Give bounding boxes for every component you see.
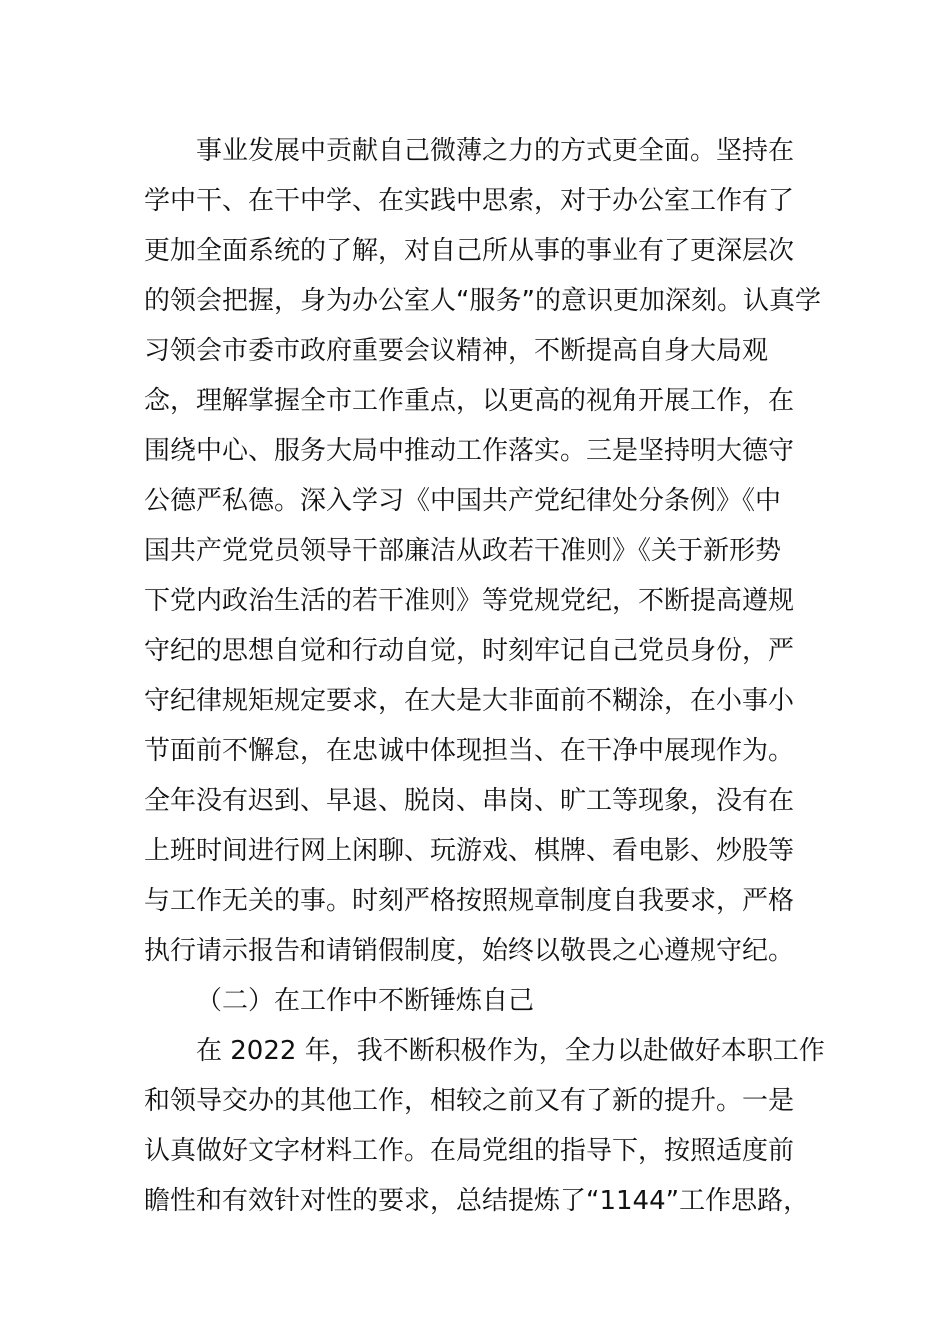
text-line: 下党内政治生活的若干准则》等党规党纪，不断提高遵规 [144,586,795,616]
text-line: 事业发展中贡献自己微薄之力的方式更全面。坚持在 [196,136,795,166]
text-line: 全年没有迟到、早退、脱岗、串岗、旷工等现象，没有在 [144,786,795,816]
text-line: 学中干、在干中学、在实践中思索，对于办公室工作有了 [144,186,795,216]
text-line: 执行请示报告和请销假制度，始终以敬畏之心遵规守纪。 [144,936,795,966]
text-line: 公德严私德。深入学习《中国共产党纪律处分条例》《中 [144,486,782,516]
text-line: 念，理解掌握全市工作重点，以更高的视角开展工作，在 [144,386,795,416]
document-body [144,126,825,1226]
text-line: 节面前不懈怠，在忠诚中体现担当、在干净中展现作为。 [144,736,795,766]
text-line: 与工作无关的事。时刻严格按照规章制度自我要求，严格 [144,886,795,916]
text-line: 习领会市委市政府重要会议精神，不断提高自身大局观 [144,336,769,366]
text-line: 守纪的思想自觉和行动自觉，时刻牢记自己党员身份，严 [144,636,795,666]
text-line: 认真做好文字材料工作。在局党组的指导下，按照适度前 [144,1136,795,1166]
text-line: 国共产党党员领导干部廉洁从政若干准则》《关于新形势 [144,536,782,566]
text-line: 上班时间进行网上闲聊、玩游戏、棋牌、看电影、炒股等 [144,836,795,866]
text-line: 的领会把握，身为办公室人“服务”的意识更加深刻。认真学 [144,286,821,316]
text-line: 围绕中心、服务大局中推动工作落实。三是坚持明大德守 [144,436,795,466]
text-line: 和领导交办的其他工作，相较之前又有了新的提升。一是 [144,1086,795,1116]
text-line: 守纪律规矩规定要求，在大是大非面前不糊涂，在小事小 [144,686,795,716]
text-line: 瞻性和有效针对性的要求，总结提炼了“1144”工作思路， [144,1186,810,1216]
text-line: 在 2022 年，我不断积极作为，全力以赴做好本职工作 [196,1036,825,1066]
section-heading: （二）在工作中不断锤炼自己 [196,986,535,1016]
text-line: 更加全面系统的了解，对自己所从事的事业有了更深层次 [144,236,795,266]
